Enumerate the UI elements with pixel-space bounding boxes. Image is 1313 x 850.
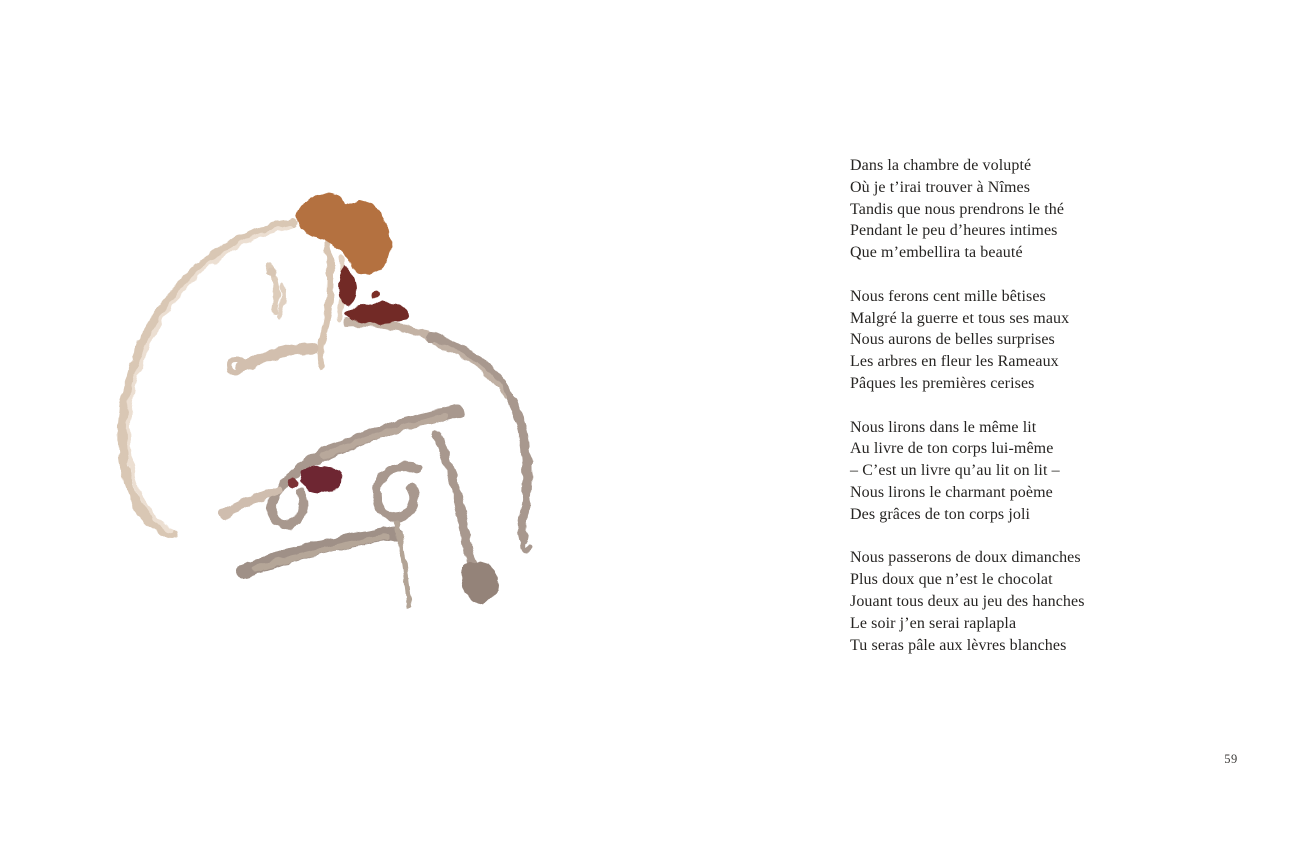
thigh-highlight bbox=[323, 417, 445, 457]
ankle-drip-stroke bbox=[397, 523, 409, 605]
mouth-dot bbox=[373, 291, 380, 298]
poem-line: Nous aurons de belles surprises bbox=[850, 331, 1055, 349]
back-outline-stroke bbox=[122, 223, 293, 535]
poem-stanza-4 bbox=[850, 547, 1150, 656]
brush-figure-drawing bbox=[95, 173, 561, 641]
poem-line: – C’est un livre qu’au lit on lit – bbox=[850, 462, 1060, 480]
mouth-mark-horizontal bbox=[345, 303, 408, 324]
poem-line: Le soir j’en serai raplapla bbox=[850, 614, 1017, 632]
right-page bbox=[656, 0, 1313, 850]
poem-line: Nous ferons cent mille bêtises bbox=[850, 287, 1046, 305]
page-number: 59 bbox=[1224, 752, 1238, 766]
poem bbox=[850, 155, 1150, 656]
eye-mark bbox=[268, 268, 277, 277]
poem-line: Au livre de ton corps lui-même bbox=[850, 440, 1054, 458]
arm-stroke bbox=[241, 348, 313, 367]
poem-line: Dans la chambre de volupté bbox=[850, 157, 1032, 174]
poem-line: Plus doux que n’est le chocolat bbox=[850, 571, 1053, 589]
mouth-mark-vertical bbox=[339, 266, 357, 305]
left-page bbox=[0, 0, 656, 850]
poem-stanza-1 bbox=[850, 155, 1150, 264]
poem-stanza-2 bbox=[850, 286, 1150, 395]
neck-stroke bbox=[321, 243, 330, 367]
center-dark-mark bbox=[299, 466, 342, 493]
poem-line: Pendant le peu d’heures intimes bbox=[850, 222, 1058, 240]
poem-stanza-3 bbox=[850, 417, 1150, 526]
poem-line: Nous passerons de doux dimanches bbox=[850, 549, 1081, 567]
poem-line: Tandis que nous prendrons le thé bbox=[850, 200, 1065, 218]
poem-line: Nous lirons le charmant poème bbox=[850, 483, 1053, 501]
poem-line: Les arbres en fleur les Rameaux bbox=[850, 353, 1059, 371]
poem-line: Pâques les premières cerises bbox=[850, 374, 1035, 392]
nose-stroke bbox=[279, 285, 283, 315]
poem-line: Des grâces de ton corps joli bbox=[850, 505, 1031, 523]
foot-shape bbox=[462, 561, 498, 603]
center-dark-dot bbox=[288, 478, 298, 488]
poem-line: Malgré la guerre et tous ses maux bbox=[850, 309, 1070, 327]
shoulder-stroke bbox=[347, 323, 431, 337]
illustration bbox=[95, 173, 561, 641]
poem-line: Jouant tous deux au jeu des hanches bbox=[850, 592, 1085, 610]
poem-line: Où je t’irai trouver à Nîmes bbox=[850, 178, 1031, 196]
lower-leg-stroke bbox=[437, 435, 477, 571]
poem-line: Nous lirons dans le même lit bbox=[850, 418, 1037, 436]
right-knee-loop bbox=[377, 467, 417, 518]
back-outline-highlight bbox=[128, 227, 291, 531]
poem-line: Tu seras pâle aux lèvres blanches bbox=[850, 636, 1067, 654]
poem-line: Que m’embellira ta beauté bbox=[850, 244, 1023, 262]
